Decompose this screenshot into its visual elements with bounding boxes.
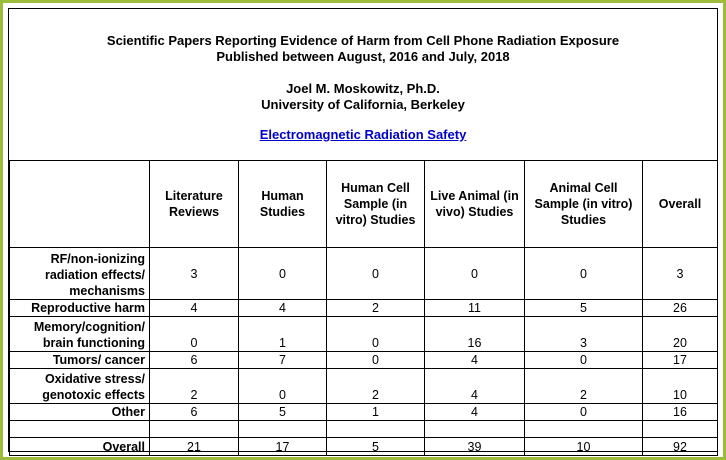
table-cell: 0 [525, 352, 643, 369]
row-label: Other [10, 404, 150, 421]
table-cell: 16 [643, 404, 718, 421]
author-affiliation: University of California, Berkeley [261, 97, 465, 112]
table-cell: 0 [239, 369, 327, 404]
table-cell: 5 [525, 300, 643, 317]
table-cell: 3 [525, 317, 643, 352]
empty-cell [150, 421, 239, 438]
table-cell: 0 [327, 317, 425, 352]
overall-row [10, 438, 718, 456]
empty-cell [643, 421, 718, 438]
overall-cell: 17 [239, 438, 327, 456]
table-row [10, 317, 718, 352]
table-cell: 5 [239, 404, 327, 421]
table-cell: 1 [327, 404, 425, 421]
table-cell: 0 [327, 352, 425, 369]
table-cell: 26 [643, 300, 718, 317]
table-cell: 16 [425, 317, 525, 352]
header [9, 9, 717, 160]
empty-cell [425, 421, 525, 438]
table-cell: 20 [643, 317, 718, 352]
spacer-row [10, 421, 718, 438]
document-panel [8, 8, 718, 452]
table-cell: 2 [327, 300, 425, 317]
overall-label: Overall [10, 438, 150, 456]
table-cell: 17 [643, 352, 718, 369]
row-label: Reproductive harm [10, 300, 150, 317]
overall-cell: 39 [425, 438, 525, 456]
table-cell: 3 [643, 248, 718, 300]
empty-cell [239, 421, 327, 438]
row-label: Tumors/ cancer [10, 352, 150, 369]
table-cell: 0 [327, 248, 425, 300]
col-header-animal-cell-sample: Animal Cell Sample (in vitro) Studies [525, 161, 643, 248]
table-cell: 0 [150, 317, 239, 352]
author-name: Joel M. Moskowitz, Ph.D. [286, 81, 440, 96]
table-row [10, 352, 718, 369]
table-row [10, 248, 718, 300]
title-line-1: Scientific Papers Reporting Evidence of Harm from Cell Phone Radiation Exposure [106, 33, 620, 48]
table-cell: 7 [239, 352, 327, 369]
table-cell: 1 [239, 317, 327, 352]
table-cell: 2 [150, 369, 239, 404]
row-label: Memory/cognition/ brain functioning [10, 317, 150, 352]
table-row [10, 404, 718, 421]
emr-safety-link[interactable]: Electromagnetic Radiation Safety [259, 127, 467, 142]
table-cell: 0 [525, 248, 643, 300]
table-row [10, 300, 718, 317]
overall-cell: 92 [643, 438, 718, 456]
table-header-row [10, 161, 718, 248]
overall-cell: 10 [525, 438, 643, 456]
header-corner [10, 161, 150, 248]
title-line-2: Published between August, 2016 and July, 2018 [216, 49, 510, 64]
table-cell: 2 [525, 369, 643, 404]
empty-cell [525, 421, 643, 438]
col-header-overall: Overall [643, 161, 718, 248]
table-cell: 4 [239, 300, 327, 317]
table-cell: 6 [150, 404, 239, 421]
overall-cell: 21 [150, 438, 239, 456]
table-cell: 0 [425, 248, 525, 300]
col-header-live-animal: Live Animal (in vivo) Studies [425, 161, 525, 248]
table-cell: 6 [150, 352, 239, 369]
empty-cell [327, 421, 425, 438]
table-cell: 4 [425, 404, 525, 421]
table-cell: 0 [525, 404, 643, 421]
table-cell: 0 [239, 248, 327, 300]
row-label: Oxidative stress/ genotoxic effects [10, 369, 150, 404]
col-header-human-studies: Human Studies [239, 161, 327, 248]
table-cell: 4 [425, 352, 525, 369]
table-cell: 3 [150, 248, 239, 300]
overall-cell: 5 [327, 438, 425, 456]
table-cell: 4 [425, 369, 525, 404]
table-cell: 11 [425, 300, 525, 317]
col-header-literature-reviews: Literature Reviews [150, 161, 239, 248]
col-header-human-cell-sample: Human Cell Sample (in vitro) Studies [327, 161, 425, 248]
papers-table [9, 160, 718, 456]
table-cell: 2 [327, 369, 425, 404]
table-row [10, 369, 718, 404]
table-cell: 10 [643, 369, 718, 404]
table-cell: 4 [150, 300, 239, 317]
row-label: RF/non-ionizing radiation effects/ mechanisms [10, 248, 150, 300]
empty-cell [10, 421, 150, 438]
